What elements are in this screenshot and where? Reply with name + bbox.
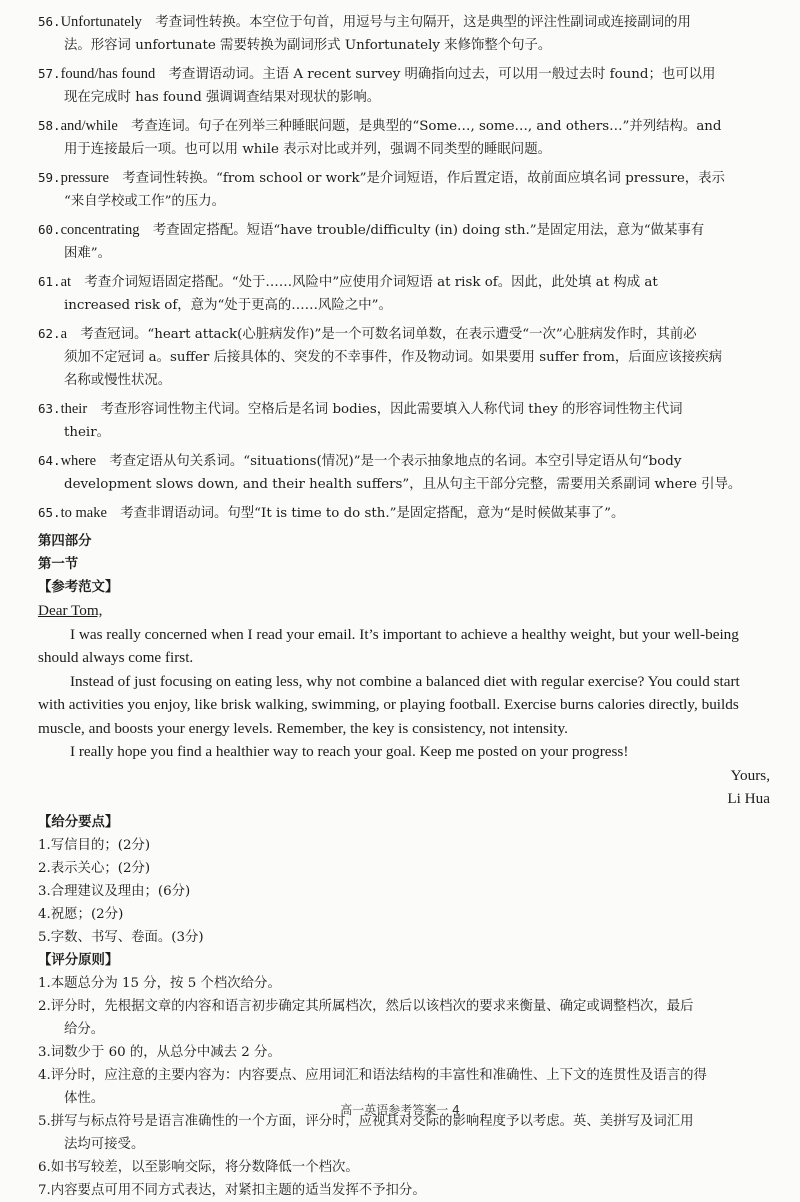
list-item: 2.评分时，先根据文章的内容和语言初步确定其所属档次，然后以该档次的要求来衡量、确定或调整档次，最后 <box>38 998 694 1014</box>
answer-word: where <box>60 453 96 469</box>
list-item: 6.如书写较差，以至影响交际，将分数降低一个档次。 <box>38 1159 359 1175</box>
list-item: 4.评分时，应注意的主要内容为：内容要点、应用词汇和语法结构的丰富性和准确性、上下文的连贯性及语言的得 <box>38 1067 707 1083</box>
answer-word: found/has found <box>60 66 156 82</box>
answer-explanation-cont: “来自学校或工作”的压力。 <box>64 194 225 209</box>
answer-explanation: 考查非谓语动词。句型“It is time to do sth.”是固定搭配，意为“是时候做某事了”。 <box>106 506 625 521</box>
answer-word: concentrating <box>60 222 140 238</box>
list-item: 3.合理建议及理由；(6分) <box>38 883 191 899</box>
answer-word: Unfortunately <box>60 14 142 30</box>
list-item: 3.词数少于 60 的，从总分中减去 2 分。 <box>38 1044 281 1060</box>
scoring-points-label: 【给分要点】 <box>38 814 119 830</box>
answer-explanation: 考查冠词。“heart attack(心脏病发作)”是一个可数名词单数，在表示遭受“一次”心脏病发作时，其前必 <box>67 327 697 342</box>
letter-closing: Yours, <box>730 766 770 784</box>
answer-item-65 <box>38 501 770 525</box>
answer-item-63 <box>38 397 770 444</box>
answer-explanation-cont: 须加不定冠词 a。suffer 后接具体的、突发的不幸事件，作及物动词。如果要用 suffer from，后面应该接疾病 <box>64 350 723 365</box>
answer-number: 63. <box>38 401 61 416</box>
answer-item-62 <box>38 322 770 392</box>
letter-greeting: Dear Tom, <box>38 602 103 619</box>
letter-signature: Li Hua <box>727 790 770 807</box>
answer-number: 58. <box>38 118 61 133</box>
section-title: 第一节 <box>38 557 79 572</box>
answer-item-57 <box>38 62 770 109</box>
part-title: 第四部分 <box>38 534 92 549</box>
list-item: 1.写信目的；(2分) <box>38 837 151 853</box>
letter-paragraph-1: I was really concerned when I read your email. It’s important to achieve a healthy weight, but your well-being should always come first. <box>38 625 739 666</box>
answer-word: and/while <box>60 118 118 134</box>
list-item: 7.内容要点可用不同方式表达，对紧扣主题的适当发挥不予扣分。 <box>38 1182 426 1198</box>
scoring-points-list <box>38 834 770 949</box>
list-item: 4.祝愿；(2分) <box>38 906 124 922</box>
answer-explanation-cont: their。 <box>64 425 111 440</box>
answer-explanation: 考查词性转换。“from school or work”是介词短语，作后置定语，故前面应填名词 pressure，表示 <box>108 171 725 186</box>
answer-item-56 <box>38 10 770 57</box>
answer-number: 61. <box>38 274 61 289</box>
answer-item-64 <box>38 449 770 496</box>
answer-number: 56. <box>38 14 61 29</box>
answer-number: 65. <box>38 505 61 520</box>
answer-number: 59. <box>38 170 61 185</box>
list-item: 5.字数、书写、卷面。(3分) <box>38 929 204 945</box>
answer-explanation-cont: increased risk of，意为“处于更高的……风险之中”。 <box>64 298 392 313</box>
answer-number: 64. <box>38 453 61 468</box>
answer-word: their <box>60 401 88 417</box>
scoring-principles-label: 【评分原则】 <box>38 952 119 968</box>
answer-explanation-cont: 用于连接最后一项。也可以用 while 表示对比或并列，强调不同类型的睡眠问题。 <box>64 142 551 157</box>
letter-paragraph-2: Instead of just focusing on eating less, why not combine a balanced diet with regular exercise? You could start with activities you enjoy, like brisk walking, swimming, or playing football. Exercise burns calories directly, builds muscle, and boosts your energy levels. Remember, the key is consistency, not intensity. <box>38 672 740 737</box>
answer-explanation: 考查形容词性物主代词。空格后是名词 bodies，因此需要填入人称代词 they 的形容词性物主代词 <box>87 402 683 417</box>
model-essay-label: 【参考范文】 <box>38 580 119 595</box>
list-item: 2.表示关心；(2分) <box>38 860 151 876</box>
list-item-cont: 给分。 <box>64 1021 105 1037</box>
answer-explanation: 考查谓语动词。主语 A recent survey 明确指向过去，可以用一般过去时 found；也可以用 <box>155 67 716 82</box>
answer-explanation: 考查词性转换。本空位于句首，用逗号与主句隔开，这是典型的评注性副词或连接副词的用 <box>141 15 691 30</box>
model-letter <box>38 599 770 811</box>
answer-item-60 <box>38 218 770 265</box>
list-item-cont: 法均可接受。 <box>64 1136 145 1152</box>
answer-item-58 <box>38 114 770 161</box>
answer-item-59 <box>38 166 770 213</box>
answer-sheet-page <box>38 10 770 1202</box>
answer-explanation: 考查介词短语固定搭配。“处于……风险中”应使用介词短语 at risk of。因此，此处填 at 构成 at <box>71 275 658 290</box>
answer-explanation: 考查定语从句关系词。“situations(情况)”是一个表示抽象地点的名词。本空引导定语从句“body <box>96 454 682 469</box>
answer-word: at <box>60 274 72 290</box>
answer-number: 62. <box>38 326 61 341</box>
list-item-cont: 体性。 <box>64 1090 105 1106</box>
scoring-principles-list <box>38 972 770 1202</box>
letter-paragraph-3: I really hope you find a healthier way to reach your goal. Keep me posted on your progress! <box>70 743 629 760</box>
list-item: 1.本题总分为 15 分，按 5 个档次给分。 <box>38 975 281 991</box>
list-item: 5.拼写与标点符号是语言准确性的一个方面，评分时，应视其对交际的影响程度予以考虑。英、美拼写及词汇用 <box>38 1113 694 1129</box>
answer-list <box>38 10 770 525</box>
answer-explanation-cont: 现在完成时 has found 强调调查结果对现状的影响。 <box>64 90 381 105</box>
answer-number: 60. <box>38 222 61 237</box>
answer-explanation-cont: 法。形容词 unfortunate 需要转换为副词形式 Unfortunately 来修饰整个句子。 <box>64 38 552 53</box>
answer-item-61 <box>38 270 770 317</box>
answer-explanation: 考查固定搭配。短语“have trouble/difficulty (in) doing sth.”是固定用法，意为“做某事有 <box>139 223 705 238</box>
answer-explanation: 考查连词。句子在列举三种睡眠问题，是典型的“Some…, some…, and others…”并列结构。and <box>117 119 722 134</box>
answer-explanation-cont: development slows down, and their health suffers”，且从句主干部分完整，需要用关系副词 where 引导。 <box>64 477 742 492</box>
answer-number: 57. <box>38 66 61 81</box>
answer-word: a <box>60 326 68 342</box>
page-footer: 高一英语参考答案一 4 <box>340 1103 460 1117</box>
answer-word: to make <box>60 505 107 521</box>
answer-explanation-cont: 名称或慢性状况。 <box>64 373 172 388</box>
answer-word: pressure <box>60 170 109 186</box>
answer-explanation-cont: 困难”。 <box>64 246 112 261</box>
